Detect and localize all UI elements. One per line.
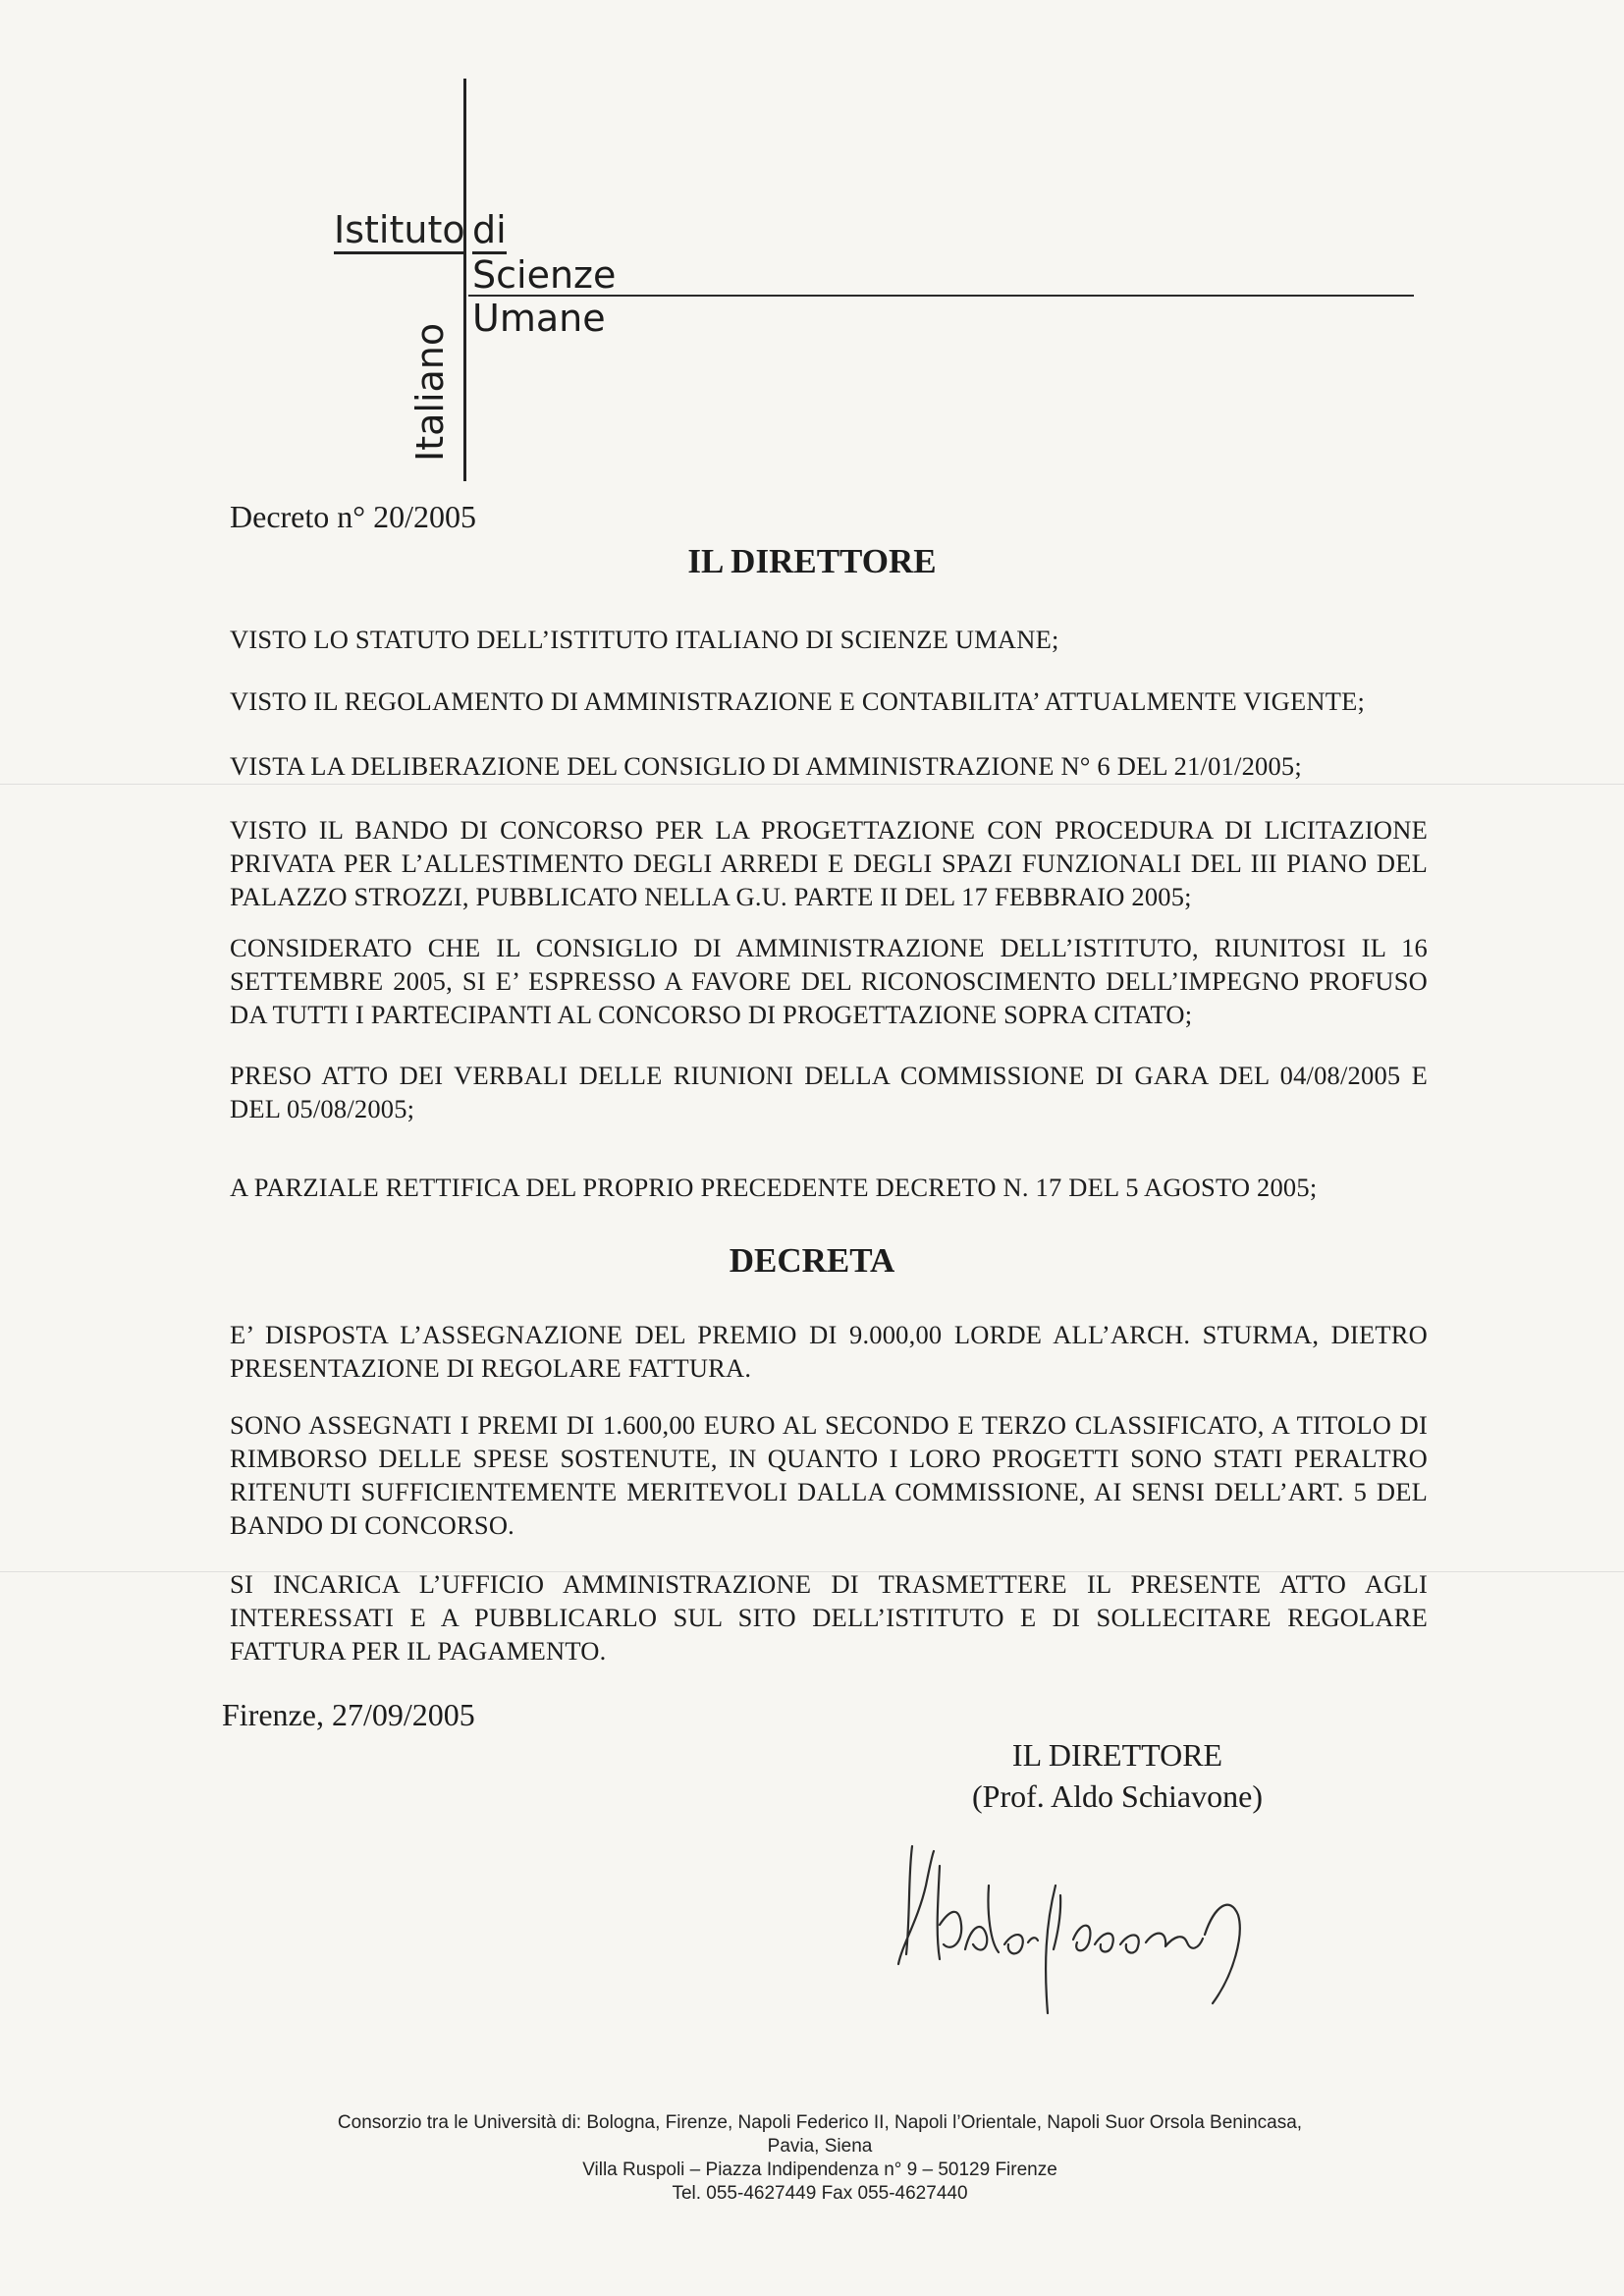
premise-paragraph: CONSIDERATO CHE IL CONSIGLIO DI AMMINISTRAZIONE DELL’ISTITUTO, RIUNITOSI IL 16 SETTEMBRE 2005, SI E’ ESPRESSO A FAVORE DEL RICONOSCIMENTO DELL’IMPEGNO PROFUSO DA TUTTI I PARTECIPANTI AL CONCORSO DI PROGETTAZIONE SOPRA CITATO;	[230, 933, 1428, 1029]
signer-block	[950, 1734, 1284, 1817]
handwritten-signature	[889, 1827, 1301, 2023]
logo-word-umane: Umane	[472, 297, 606, 340]
footer	[147, 2111, 1492, 2206]
decree-number: Decreto n° 20/2005	[230, 499, 476, 534]
footer-address: Villa Ruspoli – Piazza Indipendenza n° 9 – 50129 Firenze	[582, 2159, 1057, 2180]
premise-paragraph: VISTO IL BANDO DI CONCORSO PER LA PROGETTAZIONE CON PROCEDURA DI LICITAZIONE PRIVATA PER L’ALLESTIMENTO DEGLI ARREDI E DEGLI SPAZI FUNZIONALI DEL III PIANO DEL PALAZZO STROZZI, PUBBLICATO NELLA G.U. PARTE II DEL 17 FEBBRAIO 2005;	[230, 815, 1428, 911]
premise-paragraph: VISTO IL REGOLAMENTO DI AMMINISTRAZIONE E CONTABILITA’ ATTUALMENTE VIGENTE;	[230, 686, 1366, 716]
logo-word-italiano: Italiano	[408, 322, 452, 462]
fold-line	[0, 784, 1624, 785]
footer-contacts: Tel. 055-4627449 Fax 055-4627440	[672, 2183, 968, 2204]
decision-paragraph: SI INCARICA L’UFFICIO AMMINISTRAZIONE DI TRASMETTERE IL PRESENTE ATTO AGLI INTERESSATI E A PUBBLICARLO SUL SITO DELL’ISTITUTO E DI SOLLECITARE REGOLARE FATTURA PER IL PAGAMENTO.	[230, 1569, 1428, 1666]
premise-paragraph: A PARZIALE RETTIFICA DEL PROPRIO PRECEDENTE DECRETO N. 17 DEL 5 AGOSTO 2005;	[230, 1173, 1318, 1202]
heading-decreta: DECRETA	[729, 1241, 895, 1280]
logo-word-scienze: Scienze	[472, 253, 617, 297]
place-and-date: Firenze, 27/09/2005	[222, 1697, 475, 1732]
decision-paragraph: E’ DISPOSTA L’ASSEGNAZIONE DEL PREMIO DI 9.000,00 LORDE ALL’ARCH. STURMA, DIETRO PRESENTAZIONE DI REGOLARE FATTURA.	[230, 1320, 1428, 1383]
logo-word-di: di	[472, 208, 507, 251]
signer-role: IL DIRETTORE	[1011, 1737, 1223, 1773]
footer-line: Consorzio tra le Università di: Bologna, Firenze, Napoli Federico II, Napoli l’Orientale, Napoli Suor Orsola Benincasa,	[337, 2112, 1303, 2133]
logo-vertical-rule	[463, 79, 466, 481]
institute-logo	[324, 79, 1414, 491]
decision-paragraph: SONO ASSEGNATI I PREMI DI 1.600,00 EURO AL SECONDO E TERZO CLASSIFICATO, A TITOLO DI RIMBORSO DELLE SPESE SOSTENUTE, IN QUANTO I LORO PROGETTI SONO STATI PERALTRO RITENUTI SUFFICIENTEMENTE MERITEVOLI DALLA COMMISSIONE, AI SENSI DELL’ART. 5 DEL BANDO DI CONCORSO.	[230, 1410, 1428, 1540]
premise-paragraph: VISTA LA DELIBERAZIONE DEL CONSIGLIO DI AMMINISTRAZIONE N° 6 DEL 21/01/2005;	[230, 751, 1302, 781]
footer-line: Pavia, Siena	[767, 2136, 873, 2157]
signer-name: (Prof. Aldo Schiavone)	[972, 1778, 1263, 1814]
premise-paragraph: VISTO LO STATUTO DELL’ISTITUTO ITALIANO DI SCIENZE UMANE;	[230, 625, 1059, 654]
premise-paragraph: PRESO ATTO DEI VERBALI DELLE RIUNIONI DELLA COMMISSIONE DI GARA DEL 04/08/2005 E DEL 05/08/2005;	[230, 1061, 1428, 1123]
logo-word-istituto: Istituto	[334, 208, 465, 251]
heading-il-direttore: IL DIRETTORE	[687, 542, 937, 580]
